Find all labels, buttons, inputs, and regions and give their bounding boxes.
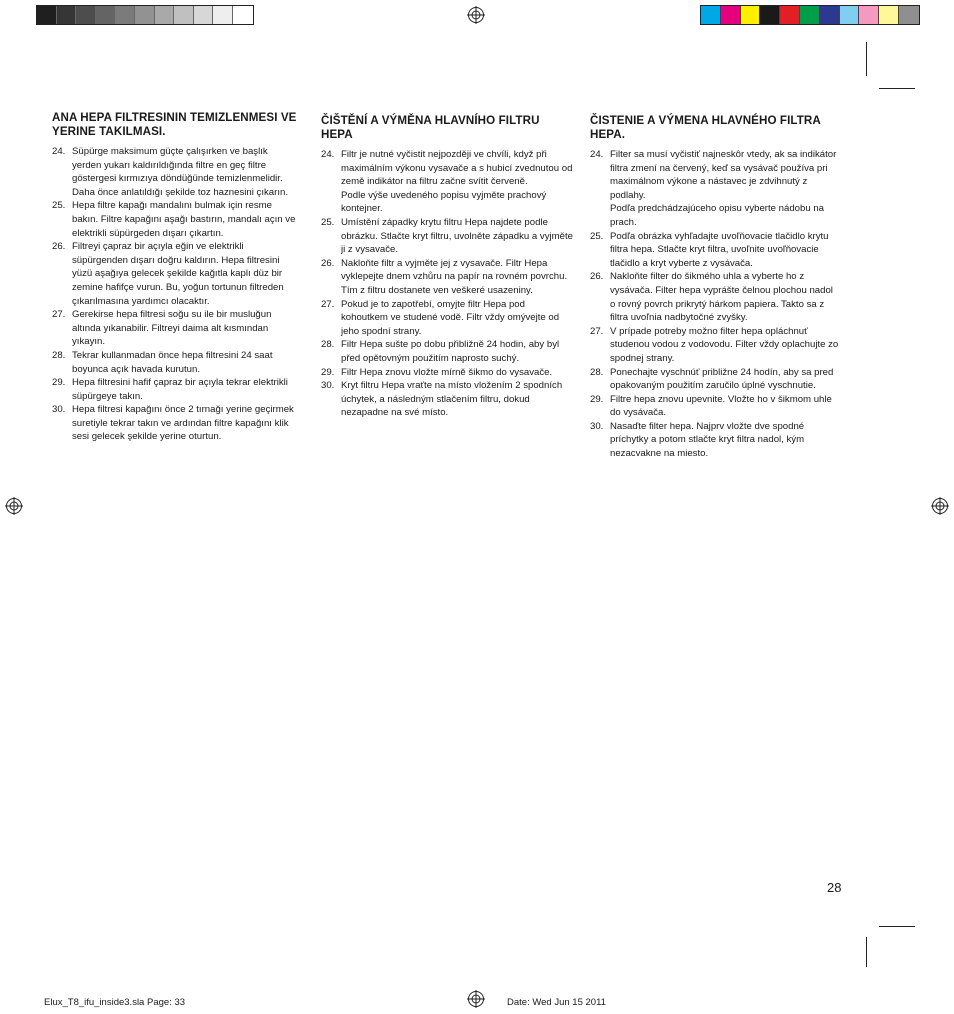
item-text: Tekrar kullanmadan önce hepa filtresini 24 saat boyunca açık havada kurutun. (72, 349, 273, 375)
list-item (52, 199, 298, 240)
section-heading: ANA HEPA FILTRESININ TEMIZLENMESI VE YERINE TAKILMASI. (52, 111, 297, 138)
list-item (590, 325, 840, 366)
item-number: 25. (590, 230, 604, 242)
color-swatch (721, 6, 741, 24)
color-calibration-bar (700, 5, 920, 25)
list-item (321, 257, 573, 298)
item-text: Nakloňte filter do šikmého uhla a vyberte ho z vysávača. Filter hepa vyprášte čelnou plochou nadol o rovný povrch prikrytý hárkom papiera. Takto sa z filtra uvoľnia nadbytočné zvyšky. (610, 271, 833, 324)
section-heading: ČISTENIE A VÝMENA HLAVNÉHO FILTRA HEPA. (590, 114, 821, 141)
crop-mark-horizontal-bottom (879, 926, 915, 927)
item-number: 25. (52, 200, 66, 212)
item-text: Pokud je to zapotřebí, omyjte filtr Hepa pod kohoutkem ve studené vodě. Filtr vždy omývejte od jeho spodní strany. (341, 298, 560, 337)
instruction-list (590, 148, 840, 461)
item-number: 27. (321, 298, 335, 310)
item-number: 26. (590, 271, 604, 283)
color-swatch (840, 6, 860, 24)
item-number: 26. (321, 257, 335, 269)
color-swatch (701, 6, 721, 24)
list-item (590, 148, 840, 230)
item-number: 29. (321, 366, 335, 378)
section-heading: ČIŠTĚNÍ A VÝMĚNA HLAVNÍHO FILTRU HEPA (321, 114, 540, 141)
item-number: 24. (52, 146, 66, 157)
gray-swatch (233, 6, 253, 24)
registration-mark-icon (467, 6, 485, 24)
color-swatch (820, 6, 840, 24)
item-number: 30. (590, 420, 604, 432)
item-number: 29. (52, 377, 66, 389)
item-text: Podľa obrázka vyhľadajte uvoľňovacie tlačidlo krytu filtra hepa. Stlačte kryt filtra, uvoľnite uvoľňovacie tlačidlo a kryt vyberte z vysávača. (610, 230, 829, 269)
item-text: Hepa filtresi kapağını önce 2 tırnağı yerine geçirmek suretiyle tekrar takın ve ardından filtre kapağını klik sesi gelecek şekilde yerine oturtun. (72, 404, 294, 443)
registration-mark-icon (467, 990, 485, 1008)
item-text: Ponechajte vyschnúť približne 24 hodín, aby sa pred opakovaným použitím zaručilo úplné vyschnutie. (610, 366, 834, 392)
crop-mark-horizontal-top (879, 88, 915, 89)
color-swatch (780, 6, 800, 24)
instruction-list (321, 148, 573, 420)
item-number: 27. (590, 325, 604, 337)
item-number: 30. (321, 380, 335, 392)
list-item (590, 420, 840, 461)
list-item (590, 270, 840, 324)
footer-file-info: Elux_T8_ifu_inside3.sla Page: 33 (44, 997, 186, 1008)
item-text: Gerekirse hepa filtresi soğu su ile bir musluğun altında yıkanabilir. Filtreyi daima alt kısmından yıkayın. (72, 309, 272, 348)
registration-mark-icon (931, 497, 949, 515)
column-turkish (52, 111, 298, 444)
item-text: Filtr je nutné vyčistit nejpozději ve chvíli, když při maximálním výkonu vysavače a s hubicí zvednutou od země indikátor na filtru začne svítit červeně. (341, 149, 573, 188)
item-number: 28. (590, 366, 604, 378)
item-number: 29. (590, 393, 604, 405)
list-item (52, 376, 298, 403)
item-text: Filtre hepa znovu upevnite. Vložte ho v šikmom uhle do vysávača. (610, 393, 832, 419)
list-item (52, 145, 298, 199)
list-item (590, 393, 840, 420)
grayscale-calibration-bar (36, 5, 254, 25)
item-number: 28. (52, 349, 66, 361)
item-text: Hepa filtre kapağı mandalını bulmak için resme bakın. Filtre kapağını aşağı bastırın, mandalı açın ve elektrikli süpürgeden dışarı çıkartın. (72, 200, 296, 239)
list-item (321, 379, 573, 420)
item-text: Filtreyi çapraz bir açıyla eğin ve elektrikli süpürgenden dışarı doğru kaldırın. Hepa filtresini yüzü aşağıya gelecek şekilde kağıtla kaplı düz bir zemine hafifçe vurun. Bu, yoğun tortunun filtreden çıkarılmasına yardımcı olacaktır. (72, 241, 284, 307)
registration-mark-icon (5, 497, 23, 515)
color-swatch (859, 6, 879, 24)
list-item (590, 366, 840, 393)
item-text: V prípade potreby možno filter hepa opláchnuť studenou vodou z vodovodu. Filter vždy oplachujte zo spodnej strany. (610, 325, 839, 364)
item-text: Umístění západky krytu filtru Hepa najdete podle obrázku. Stlačte kryt filtru, uvolněte západku a vyjměte ji z vysavače. (341, 216, 573, 256)
item-number: 30. (52, 404, 66, 416)
item-number: 26. (52, 241, 66, 253)
list-item (52, 349, 298, 376)
gray-swatch (96, 6, 116, 24)
item-number: 28. (321, 339, 335, 351)
list-item (52, 308, 298, 349)
list-item (321, 338, 573, 365)
item-number: 27. (52, 309, 66, 321)
item-number: 24. (321, 149, 335, 160)
column-slovak (590, 114, 840, 461)
item-text: Kryt filtru Hepa vraťte na místo vložením 2 spodních úchytek, a následným stlačením filtru, dokud nezapadne na své místo. (341, 380, 563, 419)
item-text: Nasaďte filter hepa. Najprv vložte dve spodné príchytky a potom stlačte kryt filtra nadol, kým nezacvakne na miesto. (610, 420, 805, 460)
item-text: Filter sa musí vyčistiť najneskôr vtedy, ak sa indikátor filtra zmení na červený, keď sa vysávač používa pri maximálnom výkone a nástavec je zdvihnutý z podlahy. (610, 149, 837, 201)
instruction-list (52, 145, 298, 444)
item-text: Nakloňte filtr a vyjměte jej z vysavače. Filtr Hepa vyklepejte dnem vzhůru na papír na rovném povrchu. Tím z filtru dostanete ven veškeré usazeniny. (341, 257, 568, 296)
item-text: Hepa filtresini hafif çapraz bir açıyla tekrar elektrikli süpürgeye takın. (72, 377, 288, 402)
page-number: 28 (827, 880, 842, 895)
gray-swatch (76, 6, 96, 24)
column-czech (321, 114, 573, 420)
footer-date: Date: Wed Jun 15 2011 (507, 997, 606, 1008)
item-text: Filtr Hepa znovu vložte mírně šikmo do vysavače. (341, 366, 553, 378)
color-swatch (741, 6, 761, 24)
color-swatch (800, 6, 820, 24)
gray-swatch (115, 6, 135, 24)
color-swatch (899, 6, 919, 24)
list-item (52, 403, 298, 444)
item-number: 24. (590, 149, 604, 160)
list-item (321, 366, 573, 380)
gray-swatch (37, 6, 57, 24)
item-text: Süpürge maksimum güçte çalışırken ve başlık yerden yukarı kaldırıldığında filtre en geç filtre göstergesi kırmızıya döndüğünde temizlenmelidir. (72, 146, 283, 185)
item-note: Podľa predchádzajúceho opisu vyberte nádobu na prach. (610, 203, 825, 228)
color-swatch (879, 6, 899, 24)
gray-swatch (213, 6, 233, 24)
list-item (52, 240, 298, 308)
list-item (321, 298, 573, 339)
crop-mark-vertical-bottom (866, 937, 867, 967)
item-note: Podle výše uvedeného popisu vyjměte prachový kontejner. (341, 189, 547, 215)
gray-swatch (194, 6, 214, 24)
gray-swatch (57, 6, 77, 24)
item-text: Filtr Hepa sušte po dobu přibližně 24 hodin, aby byl před opětovným použitím naprosto suchý. (341, 339, 560, 364)
list-item (321, 216, 573, 257)
list-item (590, 230, 840, 271)
item-note: Daha önce anlatıldığı şekilde toz haznesini çıkarın. (72, 186, 288, 198)
item-number: 25. (321, 216, 335, 228)
gray-swatch (174, 6, 194, 24)
color-swatch (760, 6, 780, 24)
gray-swatch (135, 6, 155, 24)
crop-mark-vertical-top (866, 42, 867, 76)
gray-swatch (155, 6, 175, 24)
list-item (321, 148, 573, 216)
